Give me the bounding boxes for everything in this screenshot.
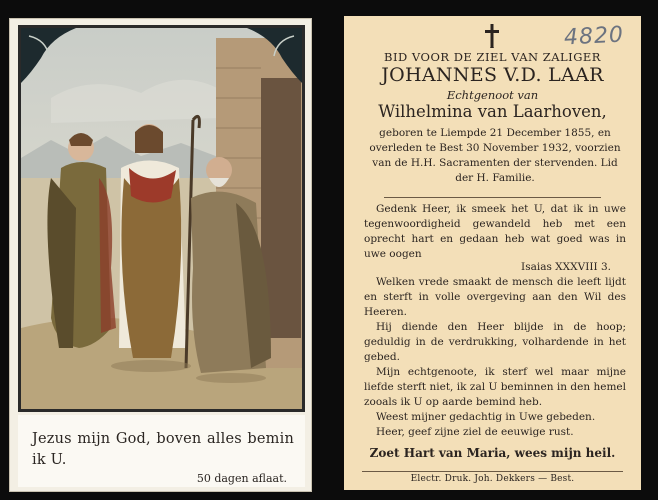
scripture-reference: Isaias XXXVIII 3.	[521, 261, 611, 273]
emmaus-illustration	[21, 28, 302, 409]
spouse-name: Wilhelmina van Laarhoven,	[378, 102, 607, 121]
prayer-panel	[18, 415, 305, 487]
indulgence-text: 50 dagen aflaat.	[196, 472, 287, 485]
divider	[384, 197, 601, 198]
rest-prayer: Heer, geef zijne ziel de eeuwige rust.	[376, 426, 574, 438]
biography: geboren te Liempde 21 December 1855, en overleden te Best 30 November 1932, voorzien van de H.H. Sacramenten der stervenden. Lid der H. Familie.	[369, 127, 621, 184]
archive-number: 4820	[563, 22, 625, 51]
deceased-name: JOHANNES V.D. LAAR	[381, 64, 604, 86]
closing-invocation: Zoet Hart van Maria, wees mijn heil.	[369, 446, 616, 460]
reflection-paragraph: Welken vrede smaakt de mensch die leeft lijdt en sterft in volle overgeving aan den Wil des Heeren.	[364, 276, 626, 318]
virtue-paragraph: Hij diende den Heer blijde in de hoop; geduldig in de verdrukking, volhardende in het gebed.	[364, 321, 626, 363]
farewell-paragraph: Mijn echtgenoote, ik sterf wel maar mijne liefde sterft niet, ik zal U beminnen in den hemel zooals ik U op aarde bemind heb.	[364, 366, 626, 408]
scripture-passage: Gedenk Heer, ik smeek het U, dat ik in uwe tegenwoordigheid gewandeld heb met een oprecht hart en gedaan heb wat goed was in uwe oogen	[364, 203, 626, 260]
footer-divider	[362, 471, 623, 472]
printer-credit: Electr. Druk. Joh. Dekkers — Best.	[410, 474, 575, 484]
prayer-text: Jezus mijn God, boven alles bemin ik U.	[32, 431, 294, 468]
heading: BID VOOR DE ZIEL VAN ZALIGER	[384, 50, 601, 64]
memorial-card-back	[344, 16, 641, 490]
devotional-illustration	[18, 25, 305, 412]
cross-icon	[482, 23, 502, 49]
holy-card-front	[9, 18, 312, 492]
prayer-request: Weest mijner gedachtig in Uwe gebeden.	[376, 411, 596, 423]
relation-text: Echtgenoot van	[446, 88, 539, 102]
